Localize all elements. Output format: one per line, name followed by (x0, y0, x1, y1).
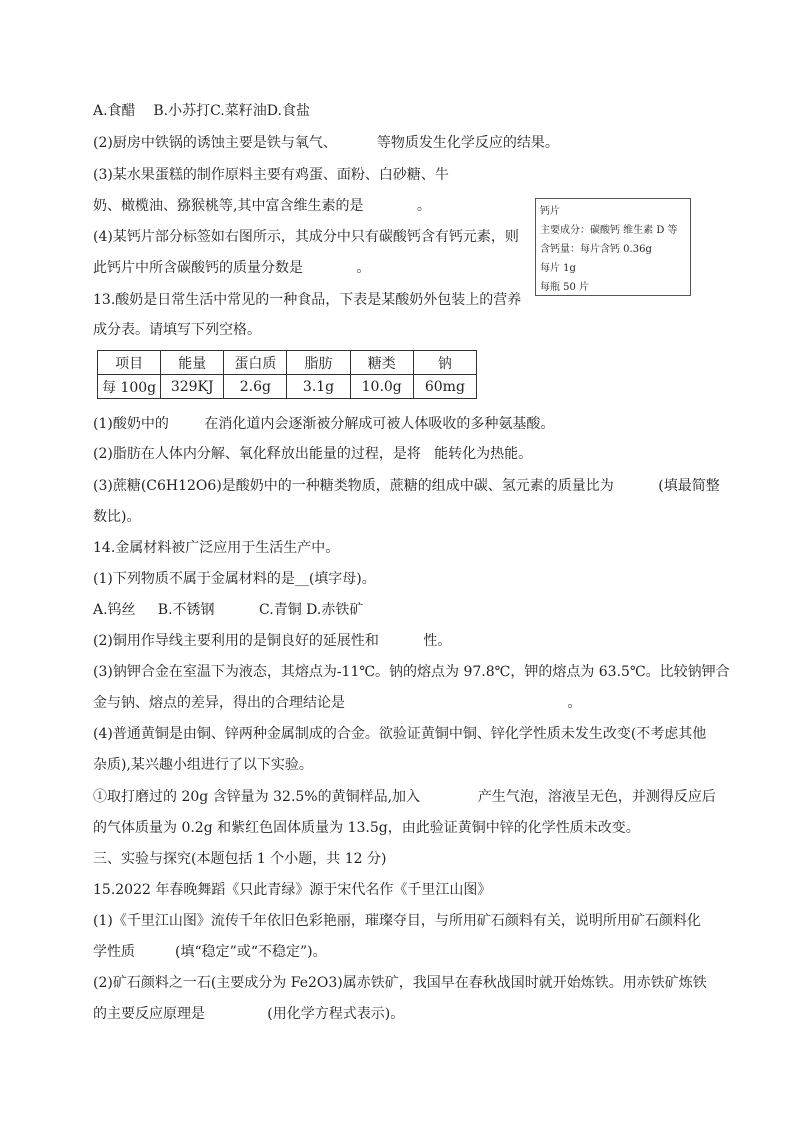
q14-3: (3)钠钾合金在室温下为液态，其熔点为-11℃。钠的熔点为 97.8℃，钾的熔点为 63.5℃。比较钠钾合 (93, 664, 730, 680)
nutrition-value-cell: 10.0g (350, 375, 413, 399)
q14-4: (4)普通黄铜是由铜、锌两种金属制成的合金。欲验证黄铜中铜、锌化学性质未发生改变(不考虑其他 (93, 726, 707, 742)
q15-1: (1)《千里江山图》流传千年依旧色彩艳丽，璀璨夺目，与所用矿石颜料有关，说明所用矿石颜料化 (93, 913, 701, 929)
q14-4-step1: ①取打磨过的 20g 含锌量为 32.5%的黄铜样品,加入 产生气泡，溶液呈无色，并测得反应后 (93, 789, 716, 805)
calcium-label-title: 钙片 (540, 206, 560, 217)
q13-2: (2)脂肪在人体内分解、氧化释放出能量的过程，是将 能转化为热能。 (93, 446, 533, 462)
q13-3-cont: 数比)。 (93, 509, 141, 525)
q15-2-cont: 的主要反应原理是 (用化学方程式表示)。 (93, 1006, 405, 1022)
q12-options: A.食醋 B.小苏打C.菜籽油D.食盐 (93, 103, 310, 119)
q12-3: (3)某水果蛋糕的制作原料主要有鸡蛋、面粉、白砂糖、牛 (93, 167, 449, 183)
q15-stem: 15.2022 年春晚舞蹈《只此青绿》源于宋代名作《千里江山图》 (93, 882, 492, 898)
nutrition-header-cell: 钠 (413, 351, 476, 375)
nutrition-value-cell: 每 100g (98, 375, 161, 399)
q14-2: (2)铜用作导线主要利用的是铜良好的延展性和 性。 (93, 633, 452, 649)
q13-stem: 13.酸奶是日常生活中常见的一种食品，下表是某酸奶外包装上的营养 (93, 292, 522, 308)
q15-2: (2)矿石颜料之一石(主要成分为 Fe2O3)属赤铁矿，我国早在春秋战国时就开始炼铁。用赤铁矿炼铁 (93, 975, 707, 991)
q14-1-options: A.钨丝 B.不锈钢 C.青铜 D.赤铁矿 (93, 602, 364, 618)
q15-1-cont: 学性质 (填“稳定”或“不稳定”)。 (93, 944, 327, 960)
nutrition-value-row (98, 375, 477, 399)
q14-4-cont: 杂质),某兴趣小组进行了以下实验。 (93, 757, 313, 773)
nutrition-header-cell: 脂肪 (287, 351, 350, 375)
nutrition-value-cell: 329KJ (161, 375, 224, 399)
calcium-label-ingredients: 主要成分：碳酸钙 维生素 D 等 (540, 225, 678, 236)
q13-stem-cont: 成分表。请填写下列空格。 (93, 322, 261, 338)
q14-3-cont: 金与钠、熔点的差异，得出的合理结论是 。 (93, 695, 582, 711)
nutrition-value-cell: 60mg (413, 375, 476, 399)
q13-3: (3)蔗糖(C6H12O6)是酸奶中的一种糖类物质，蔗糖的组成中碳、氢元素的质量比为 (填最简整 (93, 478, 720, 494)
q14-stem: 14.金属材料被广泛应用于生活生产中。 (93, 540, 340, 556)
q12-2: (2)厨房中铁锅的诱蚀主要是铁与氧气、 等物质发生化学反应的结果。 (93, 135, 559, 151)
q14-4-step1-cont: 的气体质量为 0.2g 和紫红色固体质量为 13.5g，由此验证黄铜中锌的化学性质未改变。 (93, 820, 640, 836)
section-3-heading: 三、实验与探究(本题包括 1 个小题，共 12 分) (93, 851, 387, 867)
nutrition-table (97, 350, 477, 399)
calcium-label-content: 含钙量：每片含钙 0.36g (540, 244, 652, 255)
nutrition-header-cell: 项目 (98, 351, 161, 375)
q13-1: (1)酸奶中的 在消化道内会逐渐被分解成可被人体吸收的多种氨基酸。 (93, 416, 555, 432)
nutrition-value-cell: 3.1g (287, 375, 350, 399)
calcium-label-weight: 每片 1g (540, 263, 576, 274)
nutrition-value-cell: 2.6g (224, 375, 287, 399)
nutrition-header-cell: 糖类 (350, 351, 413, 375)
q12-3-cont: 奶、橄榄油、猕猴桃等,其中富含维生素的是 。 (93, 198, 431, 214)
nutrition-header-cell: 能量 (161, 351, 224, 375)
q12-4-cont: 此钙片中所含碳酸钙的质量分数是 。 (93, 260, 371, 276)
nutrition-header-cell: 蛋白质 (224, 351, 287, 375)
calcium-tablet-label (535, 198, 691, 296)
nutrition-header-row (98, 351, 477, 375)
q14-1: (1)下列物质不属于金属材料的是__(填字母)。 (93, 571, 376, 587)
calcium-label-count: 每瓶 50 片 (540, 282, 590, 293)
q12-4: (4)某钙片部分标签如右图所示，其成分中只有碳酸钙含有钙元素，则 (93, 229, 519, 245)
